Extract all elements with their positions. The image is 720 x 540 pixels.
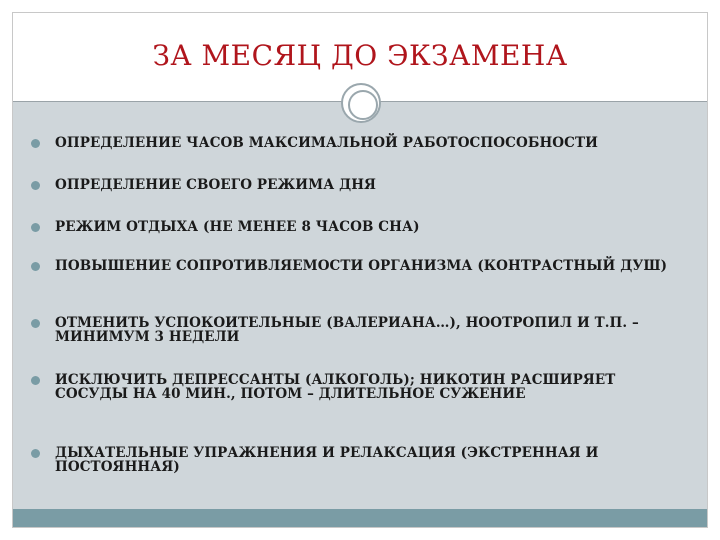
slide-title: ЗА МЕСЯЦ ДО ЭКЗАМЕНА [152, 39, 568, 72]
slide [12, 12, 708, 528]
list-item-text: ДЫХАТЕЛЬНЫЕ УПРАЖНЕНИЯ И РЕЛАКСАЦИЯ (ЭКСТРЕННАЯ И ПОСТОЯННАЯ) [55, 445, 599, 475]
list-item-text: ИСКЛЮЧИТЬ ДЕПРЕССАНТЫ (АЛКОГОЛЬ); НИКОТИН РАСШИРЯЕТ СОСУДЫ НА 40 МИН., ПОТОМ – ДЛИТЕЛЬНОЕ СУЖЕНИЕ [55, 372, 616, 402]
bullet-dot-icon [31, 449, 40, 458]
bullet-dot-icon [31, 262, 40, 271]
list-item-text: ОПРЕДЕЛЕНИЕ ЧАСОВ МАКСИМАЛЬНОЙ РАБОТОСПОСОБНОСТИ [55, 135, 599, 151]
bullet-dot-icon [31, 181, 40, 190]
list-item [23, 136, 693, 150]
list-item [23, 220, 693, 234]
bullet-dot-icon [31, 319, 40, 328]
double-circle-ornament-icon [341, 83, 381, 123]
list-item [23, 446, 693, 474]
list-item [23, 316, 693, 344]
list-item [23, 259, 693, 273]
bullet-dot-icon [31, 223, 40, 232]
list-item-text: РЕЖИМ ОТДЫХА (НЕ МЕНЕЕ 8 ЧАСОВ СНА) [55, 219, 420, 235]
bullet-dot-icon [31, 376, 40, 385]
bullet-dot-icon [31, 139, 40, 148]
list-item-text: ОПРЕДЕЛЕНИЕ СВОЕГО РЕЖИМА ДНЯ [55, 177, 377, 193]
list-item-text: ПОВЫШЕНИЕ СОПРОТИВЛЯЕМОСТИ ОРГАНИЗМА (КОНТРАСТНЫЙ ДУШ) [55, 258, 668, 274]
list-item [23, 178, 693, 192]
list-item [23, 373, 693, 401]
list-item-text: ОТМЕНИТЬ УСПОКОИТЕЛЬНЫЕ (ВАЛЕРИАНА…), НООТРОПИЛ И Т.П. – МИНИМУМ 3 НЕДЕЛИ [55, 315, 639, 345]
footer-bar [13, 509, 707, 527]
content-area [13, 102, 707, 509]
